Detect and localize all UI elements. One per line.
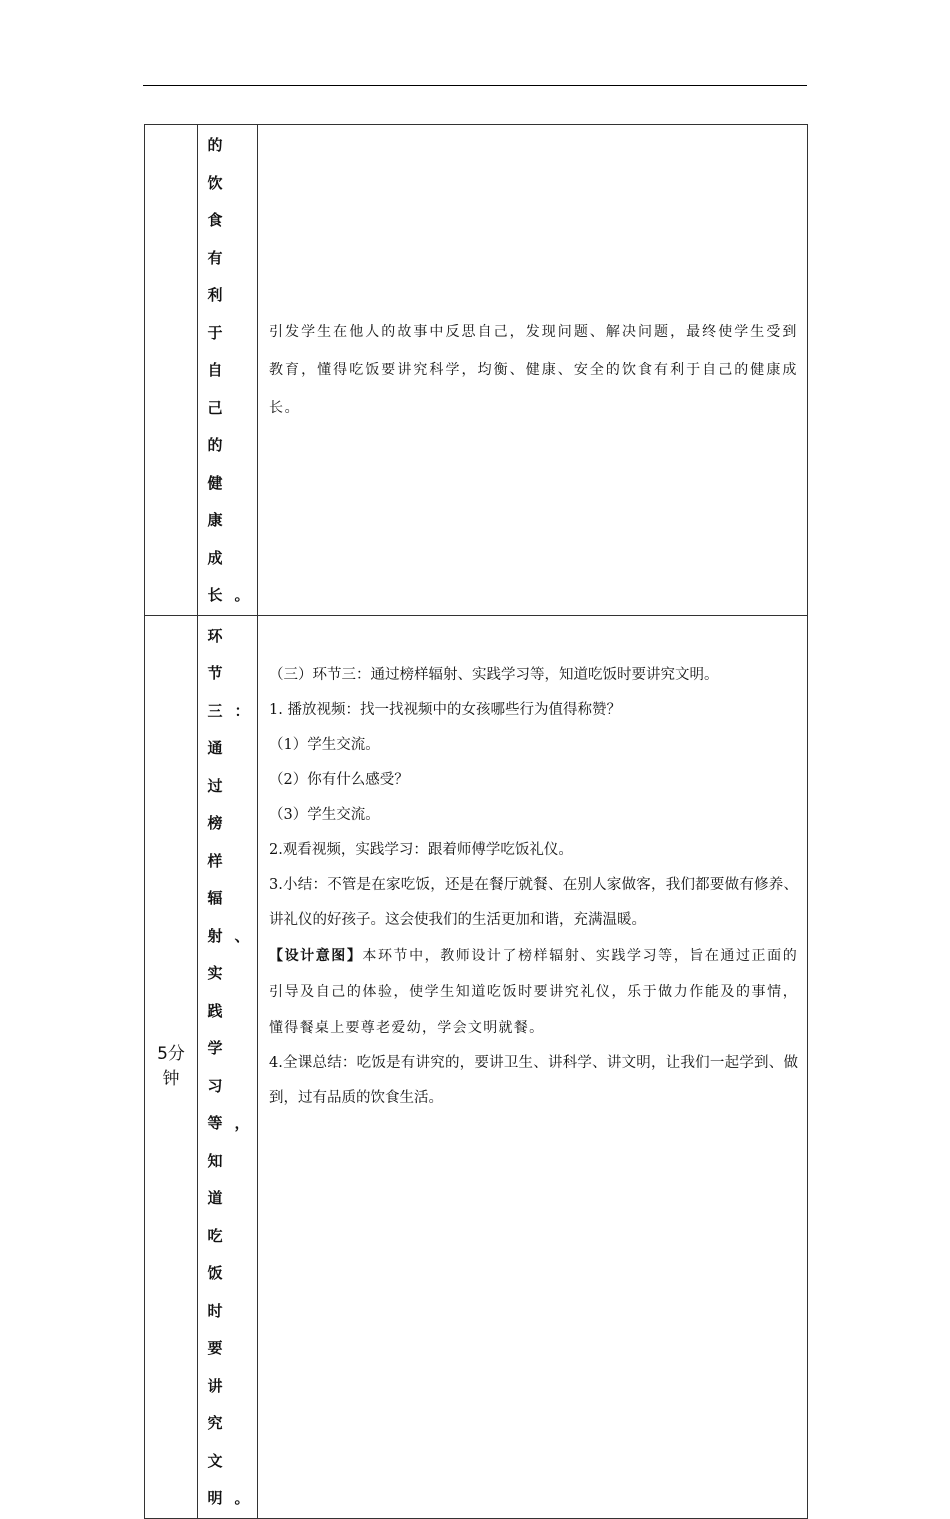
table-row <box>145 125 808 616</box>
activity-step: 1. 播放视频：找一找视频中的女孩哪些行为值得称赞？ <box>269 701 621 718</box>
activity-substep: （2）你有什么感受？ <box>269 771 409 788</box>
step-title: 环节三：通过榜样辐射、实践学习等，知道吃饭时要讲究文明。 <box>207 626 262 1507</box>
content-cell <box>258 615 808 1518</box>
design-intent-label: 【设计意图】 <box>269 947 363 964</box>
activity-step: 3.小结：不管是在家吃饭，还是在餐厅就餐、在别人家做客，我们都要做有修养、讲礼仪的好孩子。这会使我们的生活更加和谐，充满温暖。 <box>269 876 798 928</box>
step-cell <box>198 125 262 616</box>
content-paragraph: 引发学生在他人的故事中反思自己，发现问题、解决问题，最终使学生受到教育，懂得吃饭要讲究科学，均衡、健康、安全的饮食有利于自己的健康成长。 <box>269 323 798 416</box>
step-title: 的饮食有利于自己的健康成长。 <box>207 136 262 604</box>
step-cell <box>198 615 262 1518</box>
time-cell: 5分钟 <box>145 615 198 1518</box>
activity-substep: （3）学生交流。 <box>269 806 380 823</box>
activity-heading: （三）环节三：通过榜样辐射、实践学习等，知道吃饭时要讲究文明。 <box>269 666 719 683</box>
activity-substep: （1）学生交流。 <box>269 736 380 753</box>
content-cell <box>258 125 808 616</box>
lesson-summary: 4.全课总结：吃饭是有讲究的，要讲卫生、讲科学、讲文明，让我们一起学到、做到，过有品质的饮食生活。 <box>269 1054 798 1106</box>
time-cell <box>145 125 198 616</box>
table-row <box>145 615 808 1518</box>
header-rule <box>143 85 807 86</box>
lesson-plan-table <box>144 124 808 1519</box>
activity-step: 2.观看视频，实践学习：跟着师傅学吃饭礼仪。 <box>269 841 573 858</box>
design-intent <box>269 938 798 1046</box>
design-intent-text: 本环节中，教师设计了榜样辐射、实践学习等，旨在通过正面的引导及自己的体验，使学生知道吃饭时要讲究礼仪，乐于做力作能及的事情，懂得餐桌上要尊老爱幼，学会文明就餐。 <box>269 947 798 1036</box>
